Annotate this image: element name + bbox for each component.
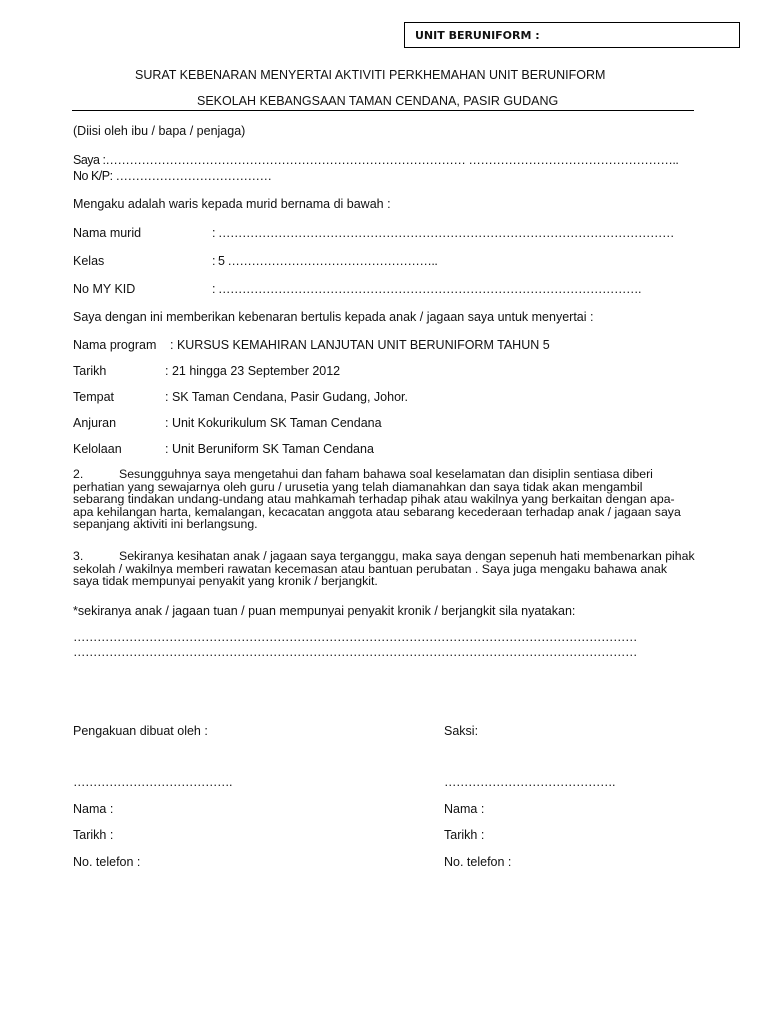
saksi-heading: Saksi:: [444, 724, 479, 738]
unit-beruniform-box: UNIT BERUNIFORM :: [404, 22, 740, 48]
paragraph-3-number: 3.: [73, 549, 84, 563]
program-name-label: Nama program: [73, 338, 157, 352]
kelas-field[interactable]: : 5 ……………………………………………..: [212, 254, 438, 268]
paragraph-2: [73, 468, 695, 531]
penyakit-field-line2[interactable]: ……………………………………………………………………………………………………………………………: [73, 645, 637, 659]
anjuran-value: : Unit Kokurikulum SK Taman Cendana: [165, 416, 382, 430]
title-divider: [72, 110, 694, 111]
nama-murid-field[interactable]: : ……………………………………………………………………………………………………: [212, 226, 674, 240]
program-name-value: : KURSUS KEMAHIRAN LANJUTAN UNIT BERUNIFORM TAHUN 5: [170, 338, 550, 352]
tarikh-label: Tarikh: [73, 364, 107, 378]
penyakit-note: *sekiranya anak / jagaan tuan / puan mempunyai penyakit kronik / berjangkit sila nyatakan:: [73, 604, 576, 618]
mengaku-text: Mengaku adalah waris kepada murid bernama di bawah :: [73, 197, 391, 211]
tempat-label: Tempat: [73, 390, 114, 404]
anjuran-label: Anjuran: [73, 416, 117, 430]
saksi-telefon-label: No. telefon :: [444, 855, 512, 869]
tempat-value: : SK Taman Cendana, Pasir Gudang, Johor.: [165, 390, 408, 404]
nama-murid-label: Nama murid: [73, 226, 142, 240]
pengakuan-nama-label: Nama :: [73, 802, 114, 816]
paragraph-2-text: Sesungguhnya saya mengetahui dan faham bahawa soal keselamatan dan disiplin sentiasa diberi perhatian yang sewajarnya oleh guru / urusetia yang telah diamanahkan dan saya tidak akan mengambil sebarang tindakan undang-undang atau mahkamah terhadap pihak atau wakilnya yang berkaitan dengan apa-apa kehilangan harta, kemalangan, kecacatan anggota atau sebarang kecederaan terhadap anak / jagaan saya sepanjang aktiviti ini berlangsung.: [73, 467, 681, 532]
kelolaan-value: : Unit Beruniform SK Taman Cendana: [165, 442, 374, 456]
kebenaran-text: Saya dengan ini memberikan kebenaran bertulis kepada anak / jagaan saya untuk menyertai :: [73, 310, 594, 324]
saksi-tarikh-label: Tarikh :: [444, 828, 485, 842]
mykid-field[interactable]: : …………………………………………………………………………………………….: [212, 282, 641, 296]
pengakuan-signature-line[interactable]: ………………………………….: [73, 775, 232, 789]
saksi-signature-line[interactable]: …………………………………….: [444, 775, 615, 789]
saya-field[interactable]: Saya :……………………………………………………………………………… ……………………………………………..: [73, 153, 679, 167]
document-title-line1: SURAT KEBENARAN MENYERTAI AKTIVITI PERKHEMAHAN UNIT BERUNIFORM: [135, 68, 606, 82]
kelolaan-label: Kelolaan: [73, 442, 122, 456]
kelas-label: Kelas: [73, 254, 105, 268]
penyakit-field-line1[interactable]: ……………………………………………………………………………………………………………………………: [73, 630, 637, 644]
paragraph-2-number: 2.: [73, 467, 84, 481]
no-kp-field[interactable]: No K/P: …………………………………: [73, 169, 272, 183]
tarikh-value: : 21 hingga 23 September 2012: [165, 364, 341, 378]
mykid-label: No MY KID: [73, 282, 136, 296]
paragraph-3: [73, 550, 695, 588]
paragraph-3-text: Sekiranya kesihatan anak / jagaan saya terganggu, maka saya dengan sepenuh hati membenarkan pihak sekolah / wakilnya memberi rawatan kecemasan atau bantuan perubatan . Saya juga mengaku bahawa anak saya tidak mempunyai penyakit yang kronik / berjangkit.: [73, 549, 695, 589]
pengakuan-telefon-label: No. telefon :: [73, 855, 141, 869]
saksi-nama-label: Nama :: [444, 802, 485, 816]
document-title-line2: SEKOLAH KEBANGSAAN TAMAN CENDANA, PASIR GUDANG: [197, 94, 559, 108]
instruction-text: (Diisi oleh ibu / bapa / penjaga): [73, 124, 246, 138]
pengakuan-tarikh-label: Tarikh :: [73, 828, 114, 842]
pengakuan-heading: Pengakuan dibuat oleh :: [73, 724, 208, 738]
